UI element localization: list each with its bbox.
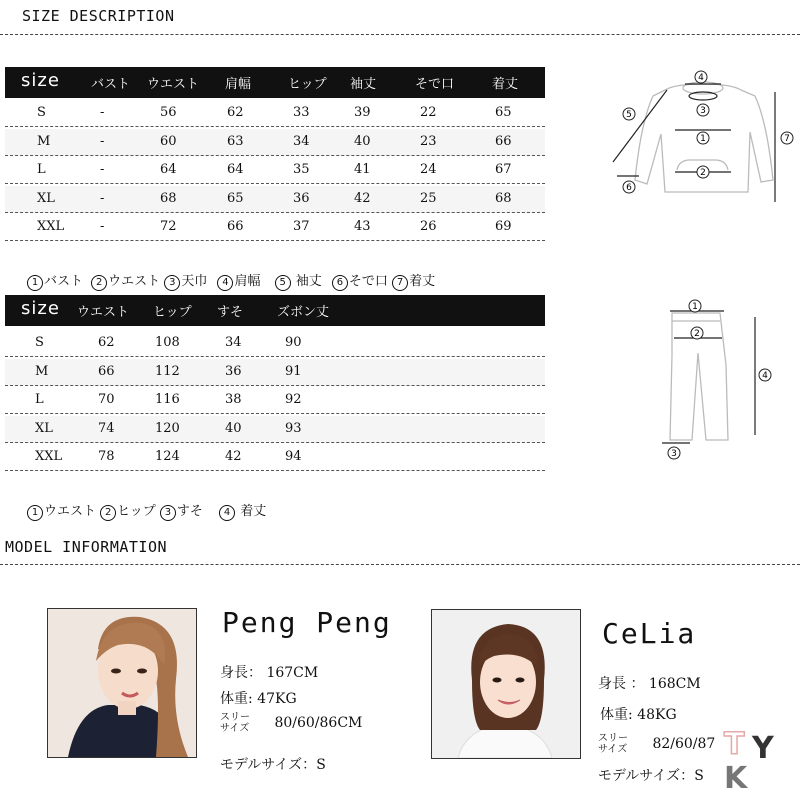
table-cell: 66 (227, 219, 244, 234)
sweatshirt-diagram (595, 62, 800, 202)
model-photo-celia (431, 609, 581, 759)
svg-text:4: 4 (762, 371, 768, 381)
size-row (5, 214, 545, 241)
model-height: 身長： 167CM (220, 665, 319, 681)
table-cell: 41 (354, 162, 371, 177)
table-cell: - (100, 105, 105, 120)
model-three-size: スリー サイズ 80/60/86CM (220, 712, 363, 734)
legend-item: 4 着丈 (219, 504, 266, 519)
header-waist: ウエスト (77, 305, 130, 320)
size-row (5, 416, 545, 443)
header-hip: ヒップ (288, 77, 327, 92)
svg-text:K: K (724, 761, 748, 792)
table-cell: 25 (420, 190, 437, 206)
legend-item: 5 袖丈 (275, 274, 322, 289)
table-cell: M (37, 133, 51, 149)
table-cell: 63 (227, 133, 244, 149)
table-cell: 62 (227, 105, 244, 120)
legend-item: 1 ウエスト (27, 504, 96, 519)
model-size: モデルサイズ：S (598, 768, 704, 784)
table-cell: 64 (227, 162, 244, 177)
legend-item: 4 肩幅 (217, 274, 260, 289)
size-row (5, 444, 545, 471)
header-cuff: そで口 (415, 77, 455, 92)
bottom-legend (27, 500, 266, 521)
table-cell: 39 (354, 105, 371, 120)
svg-text:6: 6 (626, 183, 632, 193)
size-row (5, 157, 545, 184)
diagram-label-2 (697, 166, 709, 178)
svg-text:2: 2 (700, 168, 706, 178)
svg-text:3: 3 (700, 106, 706, 116)
table-cell: 62 (98, 335, 115, 350)
table-cell: 65 (495, 105, 512, 120)
svg-text:4: 4 (698, 73, 704, 83)
table-cell: 33 (293, 105, 310, 120)
table-cell: 124 (155, 449, 180, 464)
table-cell: 38 (225, 392, 242, 407)
model-weight: 体重: 48KG (600, 707, 677, 723)
pants-label-4 (759, 369, 771, 381)
size-row (5, 330, 545, 357)
table-cell: 40 (354, 133, 371, 149)
size-row (5, 100, 545, 127)
size-row (5, 186, 545, 213)
model-height: 身長 ： 168CM (598, 676, 701, 692)
svg-text:3: 3 (671, 449, 677, 459)
diagram-label-7 (781, 132, 793, 144)
table-cell: XL (35, 420, 53, 436)
table-cell: 120 (155, 420, 180, 436)
table-cell: 74 (98, 420, 115, 436)
header-shoulder: 肩幅 (225, 77, 252, 92)
table-cell: 56 (160, 105, 177, 120)
size-description-title: SIZE DESCRIPTION (22, 7, 175, 25)
model-three-size: スリー サイズ 82/60/87 (598, 733, 716, 755)
table-cell: 108 (155, 335, 180, 350)
header-size: size (21, 298, 60, 319)
table-cell: 94 (285, 449, 302, 464)
top-legend (27, 270, 435, 291)
table-cell: - (100, 162, 105, 177)
legend-item: 3 すそ (160, 504, 203, 519)
header-sleeve: 袖丈 (350, 77, 377, 92)
legend-item: 2 ウエスト (91, 274, 160, 289)
table-cell: 42 (225, 449, 242, 464)
table-cell: S (35, 335, 44, 350)
table-cell: 92 (285, 392, 302, 407)
table-cell: 72 (160, 219, 177, 234)
table-cell: 22 (420, 105, 437, 120)
bottom-table-header (5, 295, 545, 323)
table-cell: 37 (293, 219, 310, 234)
size-row (5, 387, 545, 414)
table-cell: 43 (354, 219, 371, 234)
top-table-header (5, 67, 545, 95)
model-size: モデルサイズ：S (220, 757, 326, 773)
table-cell: 67 (495, 162, 512, 177)
table-cell: - (100, 133, 105, 149)
pants-diagram (650, 295, 780, 465)
model-weight: 体重: 47KG (220, 691, 297, 707)
size-row (5, 359, 545, 386)
model-name-peng-peng: Peng Peng (222, 606, 392, 639)
legend-item: 1 バスト (27, 274, 83, 289)
table-cell: 78 (98, 449, 115, 464)
table-cell: 112 (155, 363, 180, 379)
table-cell: 90 (285, 335, 302, 350)
table-cell: 36 (225, 363, 242, 379)
table-cell: 68 (160, 190, 177, 206)
section-divider (0, 564, 800, 565)
diagram-label-3 (697, 104, 709, 116)
table-cell: 23 (420, 133, 437, 149)
model-photo-peng-peng (47, 608, 197, 758)
svg-text:5: 5 (626, 110, 632, 120)
table-cell: 66 (98, 363, 115, 379)
model-information-title: MODEL INFORMATION (5, 538, 168, 556)
legend-item: 6 そで口 (332, 274, 388, 289)
legend-item: 7 着丈 (392, 274, 435, 289)
header-pants-length: ズボン丈 (277, 305, 330, 320)
diagram-label-1 (697, 132, 709, 144)
table-cell: 66 (495, 133, 512, 149)
header-hem: すそ (217, 305, 244, 320)
svg-text:Y: Y (752, 731, 774, 766)
svg-text:2: 2 (694, 329, 700, 339)
brand-watermark-logo (722, 722, 792, 792)
pants-label-2 (691, 327, 703, 339)
svg-text:T: T (724, 727, 745, 762)
diagram-label-4 (695, 71, 707, 83)
table-cell: 40 (225, 420, 242, 436)
table-cell: 93 (285, 420, 302, 436)
header-length: 着丈 (492, 77, 519, 92)
diagram-label-6 (623, 181, 635, 193)
table-cell: XXL (37, 219, 65, 234)
table-cell: 68 (495, 190, 512, 206)
table-cell: L (37, 162, 46, 177)
table-cell: XL (37, 190, 55, 206)
table-cell: 60 (160, 133, 177, 149)
section-divider (0, 34, 800, 35)
table-cell: 70 (98, 392, 115, 407)
table-cell: 36 (293, 190, 310, 206)
header-underline (5, 95, 545, 98)
table-cell: 65 (227, 190, 244, 206)
svg-text:1: 1 (700, 134, 706, 144)
svg-text:7: 7 (784, 134, 790, 144)
table-cell: 91 (285, 363, 302, 379)
table-cell: 35 (293, 162, 310, 177)
size-row (5, 129, 545, 156)
table-cell: 116 (155, 392, 180, 407)
diagram-label-5 (623, 108, 635, 120)
header-hip: ヒップ (153, 305, 192, 320)
table-cell: XXL (35, 449, 63, 464)
legend-item: 2 ヒップ (100, 504, 156, 519)
header-bust: バスト (91, 77, 131, 92)
table-cell: - (100, 190, 105, 206)
svg-text:1: 1 (692, 302, 698, 312)
pants-label-1 (689, 300, 701, 312)
table-cell: 34 (293, 133, 310, 149)
table-cell: - (100, 219, 105, 234)
table-cell: 24 (420, 162, 437, 177)
table-cell: L (35, 392, 44, 407)
pants-label-3 (668, 447, 680, 459)
table-cell: 26 (420, 219, 437, 234)
table-cell: 64 (160, 162, 177, 177)
header-waist: ウエスト (147, 77, 200, 92)
model-name-celia: CeLia (602, 617, 697, 650)
header-underline (5, 323, 545, 326)
table-cell: M (35, 363, 49, 379)
table-cell: S (37, 105, 46, 120)
legend-item: 3 天巾 (164, 274, 207, 289)
table-cell: 42 (354, 190, 371, 206)
header-size: size (21, 70, 60, 91)
table-cell: 34 (225, 335, 242, 350)
table-cell: 69 (495, 219, 512, 234)
